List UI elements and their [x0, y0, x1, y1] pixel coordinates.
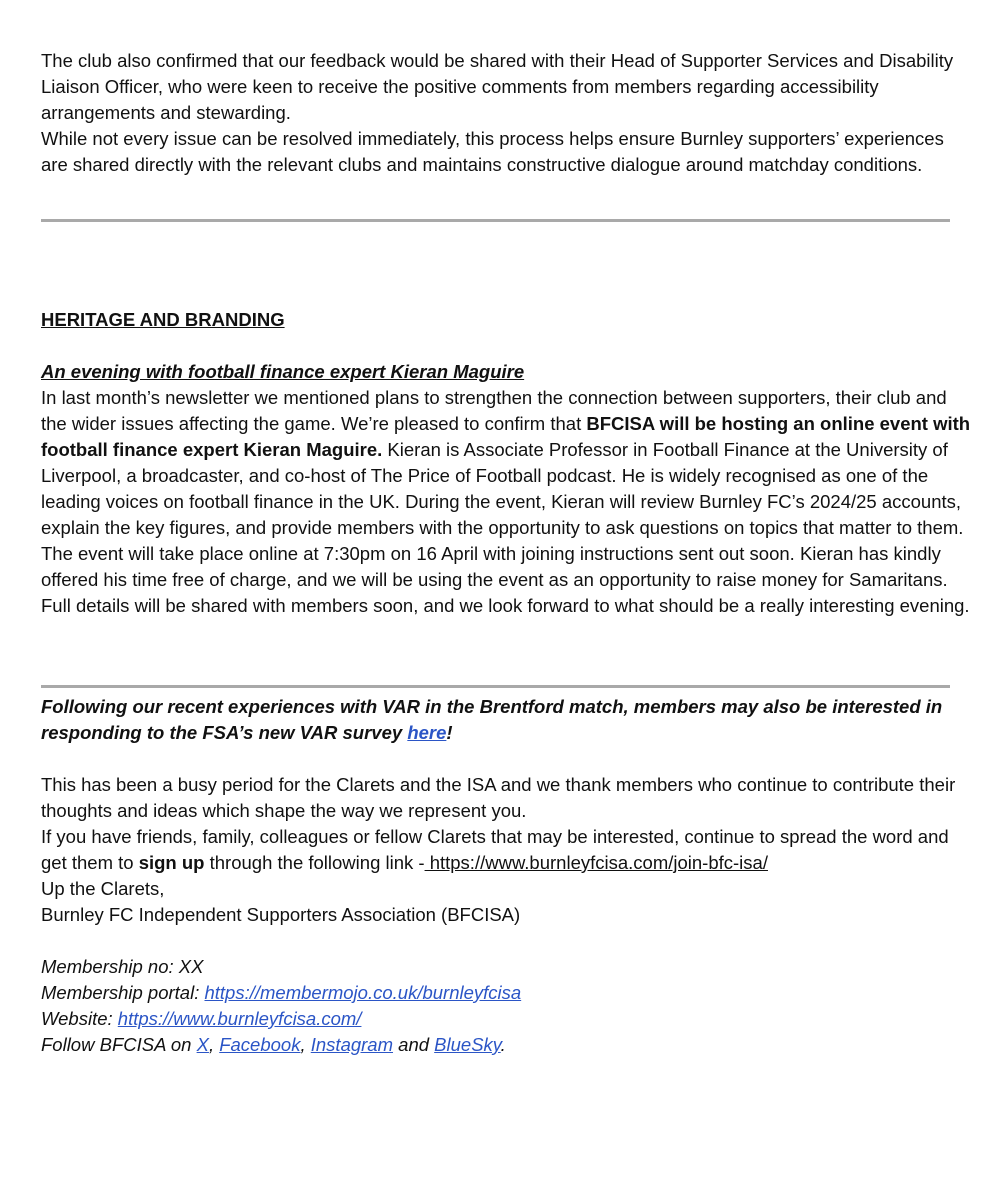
membership-number: Membership no: XX	[41, 956, 204, 977]
intro-paragraph-1: The club also confirmed that our feedback would be shared with their Head of Supporter Services and Disability Liaison Officer, who were keen to receive the positive comments from members regarding accessibility arrangements and stewarding.	[41, 50, 954, 123]
footer-details	[41, 954, 971, 1058]
separator: ,	[208, 1034, 220, 1055]
x-link[interactable]: X	[196, 1034, 209, 1055]
separator: ,	[300, 1034, 311, 1055]
separator: and	[393, 1034, 435, 1055]
thanks-paragraph: This has been a busy period for the Clarets and the ISA and we thank members who continue to contribute their thoughts and ideas which shape the way we represent you.	[41, 774, 956, 821]
intro-section	[41, 48, 971, 178]
organisation-name: Burnley FC Independent Supporters Association (BFCISA)	[41, 904, 521, 925]
event-subheading: An evening with football finance expert Kieran Maguire	[41, 361, 525, 382]
heritage-section	[41, 307, 971, 619]
signup-part1: If you have friends, family, colleagues or fellow Clarets that may be interested, continue to spread the word and get them to	[41, 826, 949, 873]
website-link[interactable]: https://www.burnleyfcisa.com/	[117, 1008, 362, 1029]
var-notice-text: Following our recent experiences with VAR in the Brentford match, members may also be interested in responding to the FSA’s new VAR survey	[41, 696, 943, 743]
join-link[interactable]: https://www.burnleyfcisa.com/join-bfc-isa/	[424, 852, 768, 873]
signup-part2: through the following link -	[204, 852, 425, 873]
signoff-line: Up the Clarets,	[41, 878, 165, 899]
signup-bold: sign up	[138, 852, 205, 873]
portal-label: Membership portal:	[41, 982, 205, 1003]
section-divider-2	[41, 685, 950, 688]
var-survey-link[interactable]: here	[407, 722, 447, 743]
signup-paragraph	[41, 824, 971, 876]
follow-prefix: Follow BFCISA on	[41, 1034, 197, 1055]
var-notice-end: !	[446, 722, 453, 743]
event-body	[41, 385, 971, 619]
event-body-bold: BFCISA will be hosting an online event with football finance expert Kieran Maguire.	[41, 413, 971, 460]
bluesky-link[interactable]: BlueSky	[434, 1034, 501, 1055]
var-section	[41, 694, 971, 746]
event-body-part2: Kieran is Associate Professor in Football Finance at the University of Liverpool, a broadcaster, and co-host of The Price of Football podcast. He is widely recognised as one of the leading voices on football finance in the UK. During the event, Kieran will review Burnley FC’s 2024/25 accounts, explain the key figures, and provide members with the opportunity to ask questions on topics that matter to them. The event will take place online at 7:30pm on 16 April with joining instructions sent out soon. Kieran has kindly offered his time free of charge, and we will be using the event as an opportunity to raise money for Samaritans. Full details will be shared with members soon, and we look forward to what should be a really interesting evening.	[41, 439, 970, 616]
section-divider-1	[41, 219, 950, 222]
membership-portal-link[interactable]: https://membermojo.co.uk/burnleyfcisa	[204, 982, 522, 1003]
membership-portal-line	[41, 980, 971, 1006]
heritage-heading: HERITAGE AND BRANDING	[41, 309, 285, 330]
website-label: Website:	[41, 1008, 118, 1029]
closing-section	[41, 772, 971, 1058]
intro-paragraph-2: While not every issue can be resolved immediately, this process helps ensure Burnley supporters’ experiences are shared directly with the relevant clubs and maintains constructive dialogue around matchday conditions.	[41, 128, 944, 175]
var-notice	[41, 694, 971, 746]
facebook-link[interactable]: Facebook	[219, 1034, 301, 1055]
social-line	[41, 1032, 971, 1058]
instagram-link[interactable]: Instagram	[310, 1034, 394, 1055]
separator: .	[500, 1034, 506, 1055]
event-body-part1: In last month’s newsletter we mentioned plans to strengthen the connection between supporters, their club and the wider issues affecting the game. We’re pleased to confirm that	[41, 387, 947, 434]
website-line	[41, 1006, 971, 1032]
